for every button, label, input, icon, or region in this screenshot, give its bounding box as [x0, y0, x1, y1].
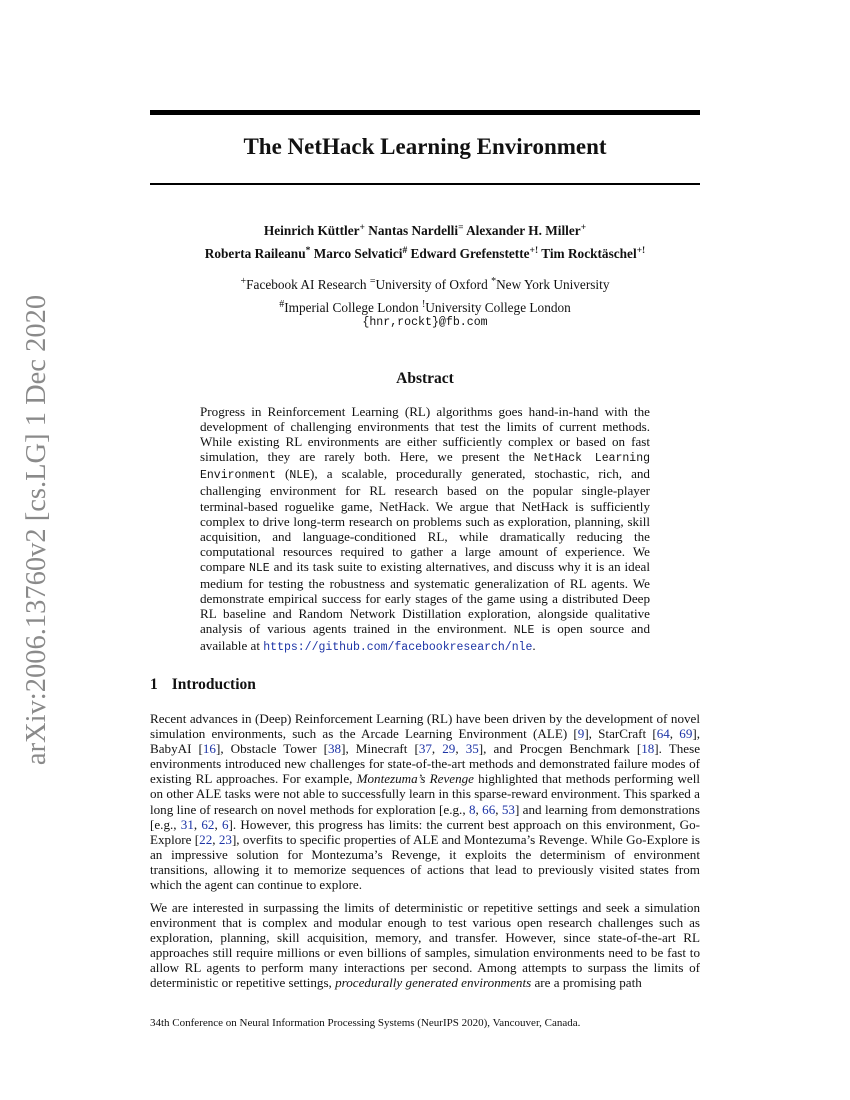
- affiliation-list: [150, 272, 700, 318]
- author-mark: +: [580, 223, 587, 233]
- affiliation-mark: #: [279, 299, 285, 310]
- abstract-body: [200, 404, 650, 656]
- author-name: Tim Rocktäschel: [541, 246, 637, 261]
- citation-link[interactable]: 69: [679, 726, 693, 742]
- citation-link[interactable]: 38: [327, 741, 342, 757]
- arxiv-sidebar-stamp: arXiv:2006.13760v2 [cs.LG] 1 Dec 2020: [21, 294, 52, 766]
- author-list: [150, 218, 700, 264]
- author-mark: +!: [636, 246, 646, 256]
- affiliation-mark: +: [240, 276, 247, 287]
- abstract-text: (: [275, 466, 290, 482]
- author-name: Edward Grefenstette: [410, 246, 530, 261]
- intro-paragraph-1: Recent advances in (Deep) Reinforcement Learning (RL) have been driven by the development of novel simulation environments, such as the Arcade Learning Environment (ALE) [9], StarCraft [64, 69], BabyAI [16], Obstacle Tower [38], Minecraft [37, 29, 35], and Procgen Benchmark [18]. These environments introduced new challenges for state-of-the-art methods and demonstrated failure modes of existing RL approaches. For example, Montezuma’s Revenge highlighted that methods performing well on other ALE tasks were not able to successfully learn in this sparse-reward environment. This sparked a long line of research on novel methods for exploration [e.g., 8, 66, 53] and learning from demonstrations [e.g., 31, 62, 6]. However, this progress has limits: the current best approach on this environment, Go-Explore [22, 23], overfits to specific properties of ALE and Montezuma’s Revenge. While Go-Explore is an impressive solution for Montezuma’s Revenge, it exploits the determinism of environment transitions, allowing it to memorize sequences of actions that lead to previously visited states from which the agent can continue to explore.: [150, 711, 701, 893]
- title-top-rule: [150, 110, 700, 115]
- citation-link[interactable]: 62: [201, 816, 215, 832]
- title-bottom-rule: [150, 183, 700, 185]
- github-link[interactable]: https://github.com/facebookresearch/nle: [263, 641, 533, 655]
- section-heading-introduction: [150, 676, 256, 694]
- author-line-2: [150, 241, 700, 264]
- affiliation-line-2: [150, 295, 700, 318]
- citation-link[interactable]: 53: [501, 801, 515, 817]
- section-title: Introduction: [171, 676, 256, 693]
- abstract-heading: Abstract: [396, 370, 454, 387]
- affiliation-mark: =: [369, 276, 376, 287]
- author-mark: =: [458, 223, 464, 233]
- author-mark: +: [359, 223, 365, 233]
- abstract-text: is open source and available at: [200, 621, 650, 654]
- nle-code: NLE: [249, 561, 270, 575]
- author-line-1: [150, 218, 700, 241]
- abstract-text: and its task suite to existing alternatives, and discuss why it is an ideal medium for testing the robustness and systematic generalization of RL agents. We demonstrate empirical success for early stages of the game using a distributed Deep RL baseline and Random Network Distillation exploration, alongside qualitative analysis of various agents trained in the environment.: [200, 558, 650, 637]
- author-mark: +!: [529, 246, 539, 256]
- citation-link[interactable]: 31: [180, 816, 194, 832]
- nle-code: NLE: [513, 624, 535, 638]
- citation-link[interactable]: 22: [199, 831, 213, 847]
- conference-footnote: 34th Conference on Neural Information Processing Systems (NeurIPS 2020), Vancouver, Canada.: [150, 1017, 581, 1029]
- emphasis-text: Montezuma’s Revenge: [356, 771, 474, 787]
- citation-link[interactable]: 35: [465, 741, 479, 757]
- affiliation-name: University College London: [425, 300, 571, 315]
- contact-email: {hnr,rockt}@fb.com: [362, 316, 488, 329]
- citation-link[interactable]: 6: [221, 816, 229, 832]
- abstract-text: Progress in Reinforcement Learning (RL) algorithms goes hand-in-hand with the development of challenging environments that test the limits of current methods. While existing RL environments are either sufficiently complex or based on fast simulation, they are rarely both. Here, we present the: [200, 404, 650, 465]
- affiliation-name: University of Oxford: [375, 277, 488, 292]
- nle-code: NLE: [289, 469, 311, 483]
- emphasis-text: procedurally generated environments: [335, 975, 532, 991]
- author-name: Heinrich Küttler: [263, 223, 360, 238]
- citation-link[interactable]: 64: [656, 726, 670, 742]
- author-name: Alexander H. Miller: [466, 223, 581, 238]
- citation-link[interactable]: 66: [482, 801, 496, 817]
- abstract-text: ), a scalable, procedurally generated, stochastic, rich, and challenging environment for RL research based on the popular single-player terminal-based roguelike game, NetHack. We argue that NetHack is sufficiently complex to drive long-term research on problems such as exploration, planning, skill acquisition, and language-conditioned RL, while dramatically reducing the computational resources required to gather a large amount of experience. We compare: [200, 466, 650, 574]
- author-name: Nantas Nardelli: [368, 223, 459, 238]
- citation-link[interactable]: 37: [418, 741, 432, 757]
- author-mark: *: [305, 246, 311, 256]
- affiliation-name: Imperial College London: [284, 300, 419, 315]
- paper-title: The NetHack Learning Environment: [243, 134, 607, 159]
- citation-link[interactable]: 18: [641, 741, 655, 757]
- affiliation-mark: *: [491, 276, 497, 287]
- section-number: 1: [150, 676, 158, 693]
- citation-link[interactable]: 29: [442, 741, 456, 757]
- abstract-text: .: [532, 638, 536, 654]
- citation-link[interactable]: 23: [218, 831, 232, 847]
- affiliation-name: Facebook AI Research: [246, 277, 367, 292]
- affiliation-mark: !: [421, 299, 426, 310]
- intro-paragraph-2: We are interested in surpassing the limits of deterministic or repetitive settings and seek a simulation environment that is complex and modular enough to test various open research challenges such as exploration, planning, skill acquisition, memory, and transfer. However, since state-of-the-art RL approaches still require millions or even billions of samples, simulation environments need to be fast to allow RL agents to perform many interactions per second. Among attempts to surpass the limits of deterministic or repetitive settings, procedurally generated environments are a promising path: [150, 900, 700, 991]
- author-name: Roberta Raileanu: [204, 246, 306, 261]
- env-name-code: NetHack Learning Environment: [200, 452, 650, 483]
- citation-link[interactable]: 8: [468, 801, 476, 817]
- affiliation-name: New York University: [496, 277, 610, 292]
- affiliation-line-1: [150, 272, 700, 295]
- citation-link[interactable]: 16: [202, 741, 216, 757]
- citation-link[interactable]: 9: [577, 726, 585, 742]
- author-name: Marco Selvatici: [313, 246, 403, 261]
- author-mark: #: [402, 246, 408, 256]
